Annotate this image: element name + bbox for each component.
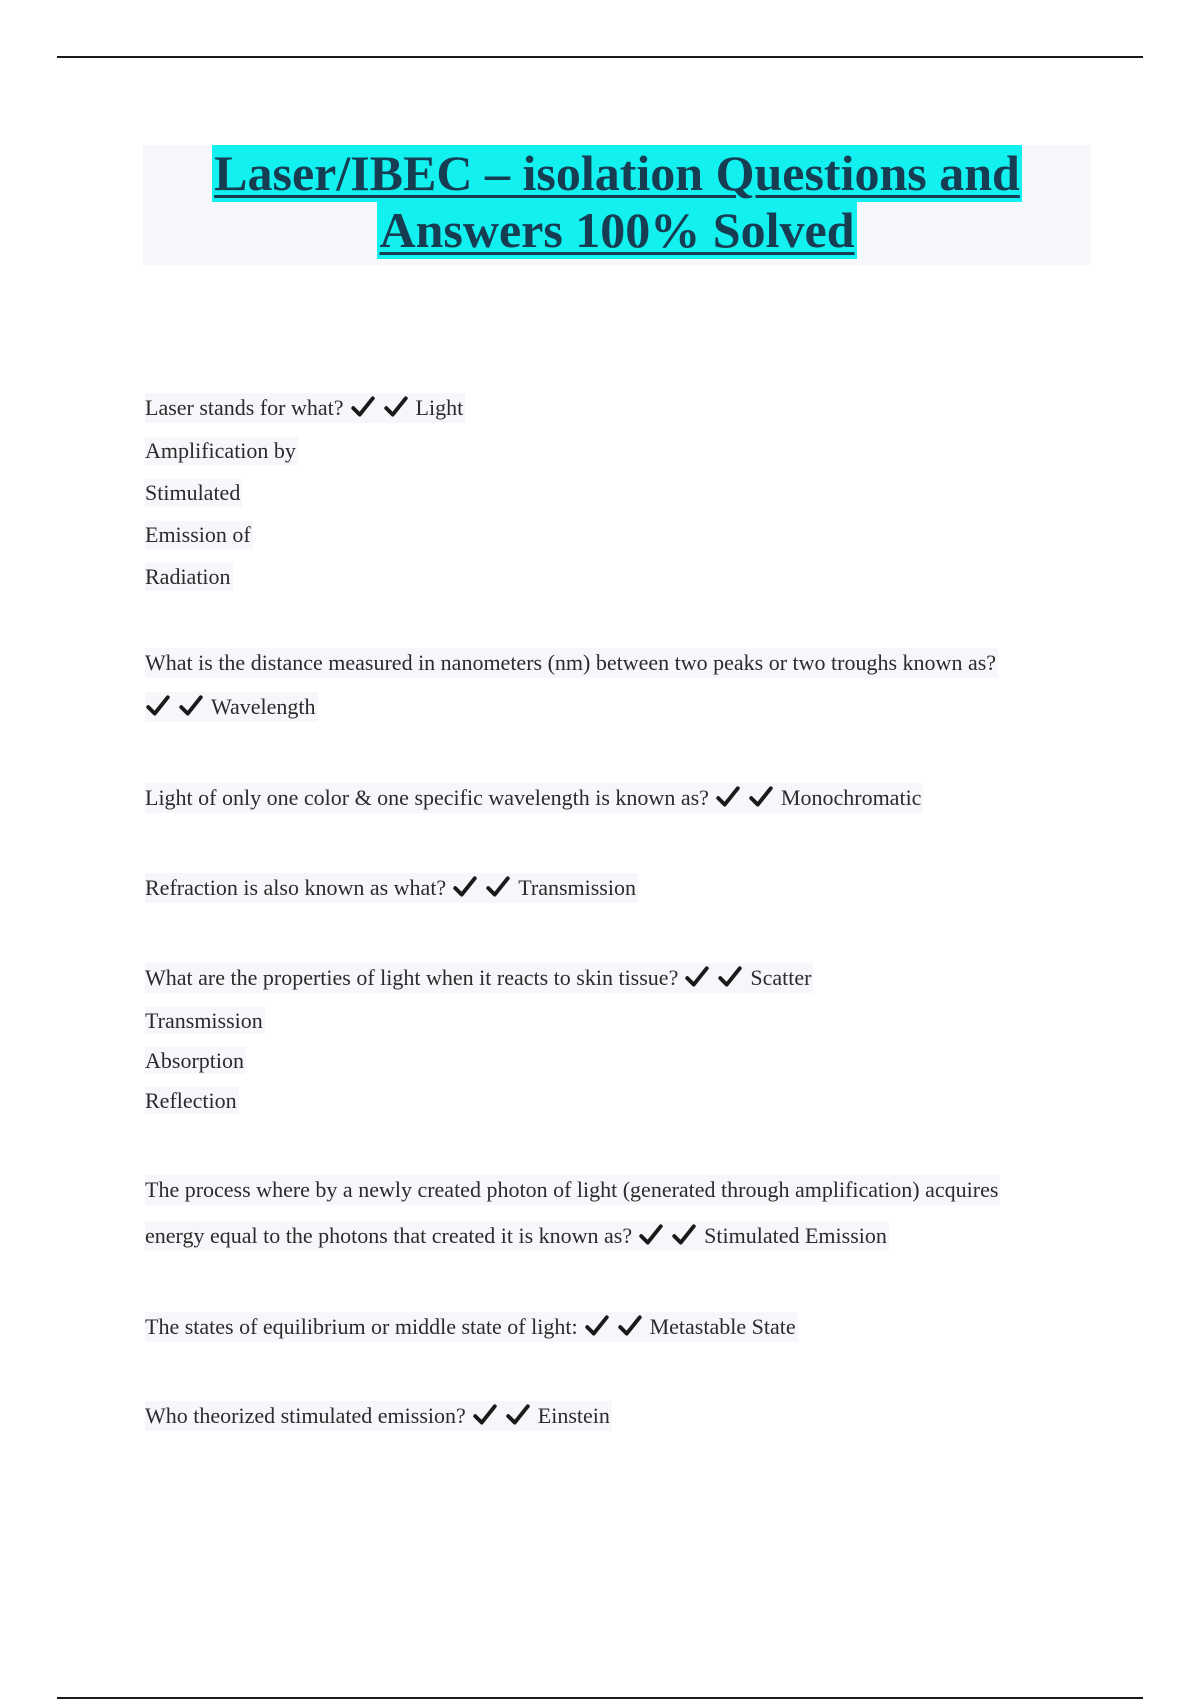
- qa-item-7: [145, 1312, 798, 1342]
- answer-line: Absorption: [145, 1048, 244, 1073]
- check-marks: [715, 783, 781, 813]
- answer-line: Stimulated: [145, 480, 241, 505]
- header-rule: [57, 56, 1143, 58]
- answer-text: Metastable State: [649, 1314, 796, 1339]
- check-icon: [684, 964, 710, 990]
- answer-line: [145, 692, 318, 722]
- check-icon: [178, 693, 204, 719]
- check-marks: [472, 1401, 538, 1431]
- answer-text: Einstein: [537, 1403, 610, 1428]
- check-icon: [671, 1222, 697, 1248]
- qa-item-4: [145, 873, 638, 903]
- check-icon: [715, 784, 741, 810]
- answer-text: Wavelength: [211, 694, 316, 719]
- page-title: [143, 145, 1091, 265]
- answer-text: Monochromatic: [780, 785, 922, 810]
- answer-text: Transmission: [518, 875, 636, 900]
- check-marks: [452, 873, 518, 903]
- check-icon: [383, 394, 409, 420]
- answer-line: Radiation: [145, 564, 231, 589]
- question-line: What is the distance measured in nanometers (nm) between two peaks or two troughs known as?: [145, 648, 998, 678]
- footer-rule: [57, 1697, 1143, 1699]
- check-marks: [684, 963, 750, 993]
- check-icon: [717, 964, 743, 990]
- question-text: Refraction is also known as what?: [145, 875, 447, 900]
- check-marks: [584, 1312, 650, 1342]
- question-line: [145, 1401, 612, 1431]
- question-text: Light of only one color & one specific wavelength is known as?: [145, 785, 709, 810]
- qa-item-5: [145, 963, 813, 1114]
- check-icon: [638, 1222, 664, 1248]
- question-line: [145, 783, 923, 813]
- check-icon: [452, 874, 478, 900]
- check-icon: [472, 1402, 498, 1428]
- answer-line: Reflection: [145, 1088, 237, 1113]
- qa-item-3: [145, 783, 923, 813]
- question-line: [145, 873, 638, 903]
- qa-item-8: [145, 1401, 612, 1431]
- check-icon: [145, 693, 171, 719]
- answer-text: Stimulated Emission: [704, 1223, 887, 1248]
- check-marks: [145, 692, 211, 722]
- title-line-2: Answers 100% Solved: [379, 202, 855, 258]
- question-line: [145, 963, 813, 993]
- title-line-1: Laser/IBEC – isolation Questions and: [214, 145, 1020, 201]
- answer-text: Scatter: [750, 965, 812, 990]
- question-text: The states of equilibrium or middle state of light:: [145, 1314, 578, 1339]
- question-line: The process where by a newly created photon of light (generated through amplification) acquires: [145, 1175, 1000, 1205]
- check-icon: [485, 874, 511, 900]
- answer-line: Emission of: [145, 522, 251, 547]
- question-line: [145, 393, 465, 423]
- check-icon: [617, 1313, 643, 1339]
- question-line: [145, 1312, 798, 1342]
- check-marks: [350, 393, 416, 423]
- answer-text: Light: [415, 395, 464, 420]
- check-marks: [638, 1221, 704, 1251]
- question-text: Who theorized stimulated emission?: [145, 1403, 466, 1428]
- question-text: energy equal to the photons that created it is known as?: [145, 1223, 633, 1248]
- question-text: What are the properties of light when it reacts to skin tissue?: [145, 965, 679, 990]
- qa-item-1: [145, 393, 465, 591]
- answer-line: Transmission: [145, 1008, 263, 1033]
- qa-item-6: [145, 1175, 1000, 1251]
- answer-line: Amplification by: [145, 438, 296, 463]
- check-icon: [748, 784, 774, 810]
- check-icon: [350, 394, 376, 420]
- check-icon: [584, 1313, 610, 1339]
- qa-item-2: [145, 648, 998, 722]
- question-text: Laser stands for what?: [145, 395, 344, 420]
- check-icon: [505, 1402, 531, 1428]
- question-line: [145, 1221, 889, 1251]
